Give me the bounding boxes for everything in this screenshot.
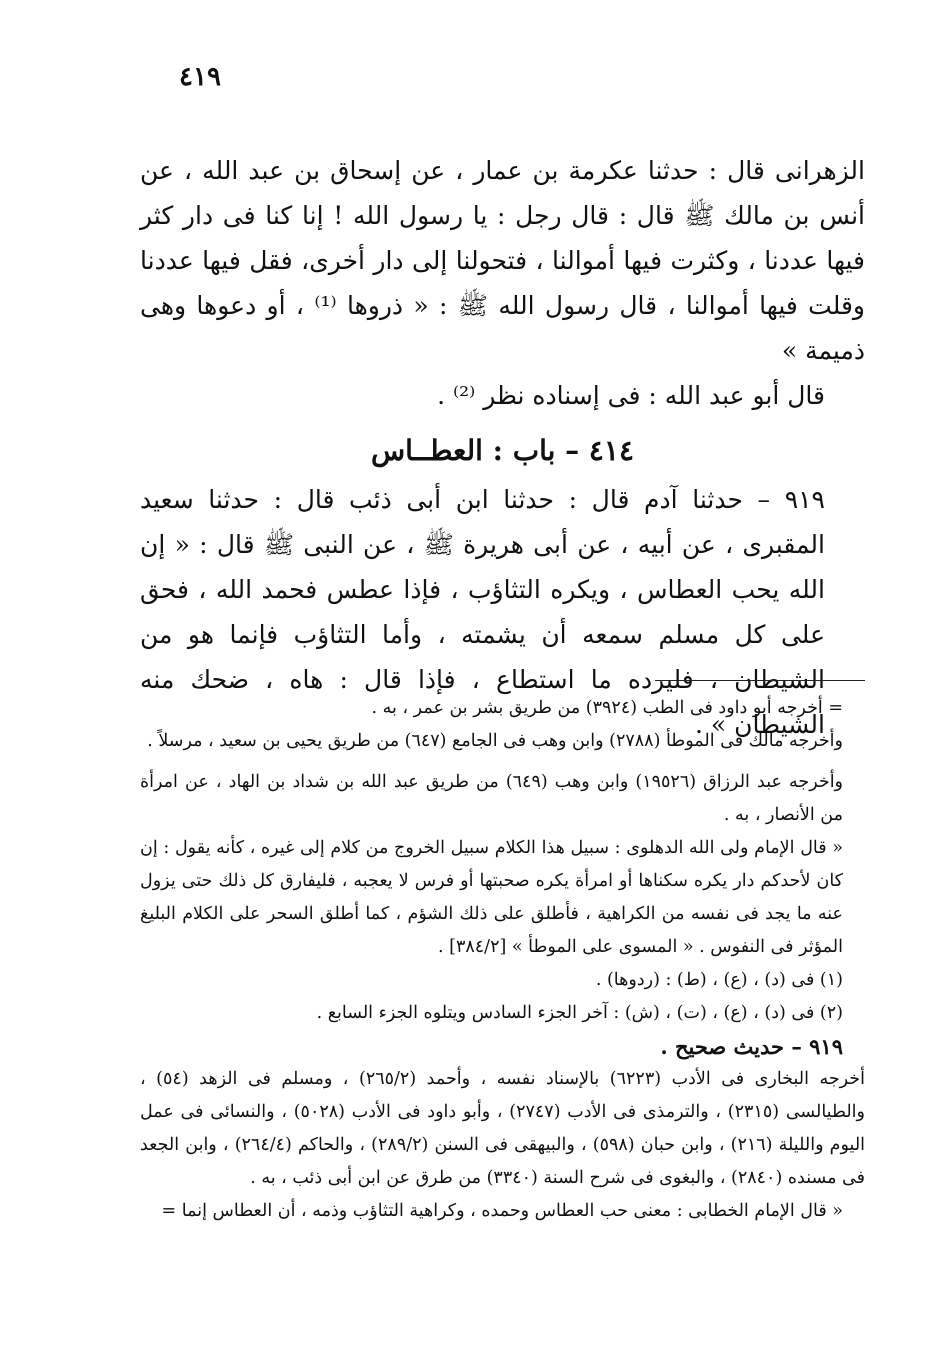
footnote-1: (١) فى (د) ، (ع) ، (ط) : (ردوها) . — [595, 970, 843, 990]
footnote-line: وأخرجه مالك فى الموطأ (٢٧٨٨) وابن وهب فى الجامع (٦٤٧) من طريق يحيى بن سعيد ، مرسلاً . — [147, 731, 843, 751]
hadith-919-text: ٩١٩ – حدثنا آدم قال : حدثنا ابن أبى ذئب قال : حدثنا سعيد المقبرى ، عن أبيه ، عن أبى هريرة ﷺ ، عن النبى ﷺ قال : « إن الله يحب العطاس ، ويكره التثاؤب ، فإذا عطس فحمد الله ، فحق على كل مسلم سمعه أن يشمته ، وأما التثاؤب فإنما هو من الشيطان ، فليرده ما استطاع ، فإذا قال : هاه ، ضحك منه الشيطان » . — [140, 485, 825, 739]
footnote-line: « قال الإمام ولى الله الدهلوى : سبيل هذا الكلام سبيل الخروج من كلام إلى غيره ، كأنه يقول : إن كان لأحدكم دار يكره سكناها أو امرأة يكره صحبتها أو فرس لا يعجبه ، فليفارق كل ذلك حتى يزول عنه ما يجد فى نفسه من الكراهية ، فأطلق على ذلك الشؤم ، كما أطلق السحر على الكلام البليغ المؤثر فى النفوس . « المسوى على الموطأ » [٣٨٤/٢] . — [140, 838, 843, 957]
isnad-note: قال أبو عبد الله : فى إسناده نظر ⁽²⁾ . — [437, 381, 825, 410]
hadith-grade-heading: ٩١٩ – حديث صحيح . — [660, 1034, 843, 1059]
footnotes — [140, 692, 865, 1228]
footnote-divider — [655, 680, 865, 681]
footnote-line: أخرجه البخارى فى الأدب (٦٢٢٣) بالإسناد نفسه ، وأحمد (٢٦٥/٢) ، ومسلم فى الزهد (٥٤) ، والطيالسى (٢٣١٥) ، والترمذى فى الأدب (٢٧٤٧) ، وأبو داود فى الأدب (٥٠٢٨) ، والنسائى فى عمل اليوم والليلة (٢١٦) ، وابن حبان (٥٩٨) ، والبيهقى فى السنن (٢٨٩/٢) ، والحاكم (٢٦٤/٤) ، وابن الجعد فى مسنده (٢٨٤٠) ، والبغوى فى شرح السنة (٣٣٤٠) من طرق عن ابن أبى ذئب ، به . — [140, 1069, 866, 1188]
footnote-line: وأخرجه عبد الرزاق (١٩٥٢٦) وابن وهب (٦٤٩) من طريق عبد الله بن شداد بن الهاد ، عن امرأة من الأنصار ، به . — [140, 772, 844, 825]
footnote-line: = أخرجه أبو داود فى الطب (٣٩٢٤) من طريق بشر بن عمر ، به . — [371, 698, 843, 718]
main-text — [140, 148, 865, 747]
footnote-2: (٢) فى (د) ، (ع) ، (ت) ، (ش) : آخر الجزء السادس ويتلوه الجزء السابع . — [316, 1003, 843, 1023]
footnote-line: « قال الإمام الخطابى : معنى حب العطاس وحمده ، وكراهية التثاؤب وذمه ، أن العطاس إنما = — [161, 1201, 843, 1221]
page-number: ٤١٩ — [179, 62, 221, 92]
hadith-918-text: الزهرانى قال : حدثنا عكرمة بن عمار ، عن إسحاق بن عبد الله ، عن أنس بن مالك ﷺ قال : قال رجل : يا رسول الله ! إنا كنا فى دار كثر فيها عددنا ، وكثرت فيها أموالنا ، فتحولنا إلى دار أخرى، فقل فيها عددنا وقلت فيها أموالنا ، قال رسول الله ﷺ : « ذروها ⁽¹⁾ ، أو دعوها وهى ذميمة » — [140, 156, 866, 365]
chapter-heading: ٤١٤ – باب : العطــاس — [370, 434, 635, 467]
